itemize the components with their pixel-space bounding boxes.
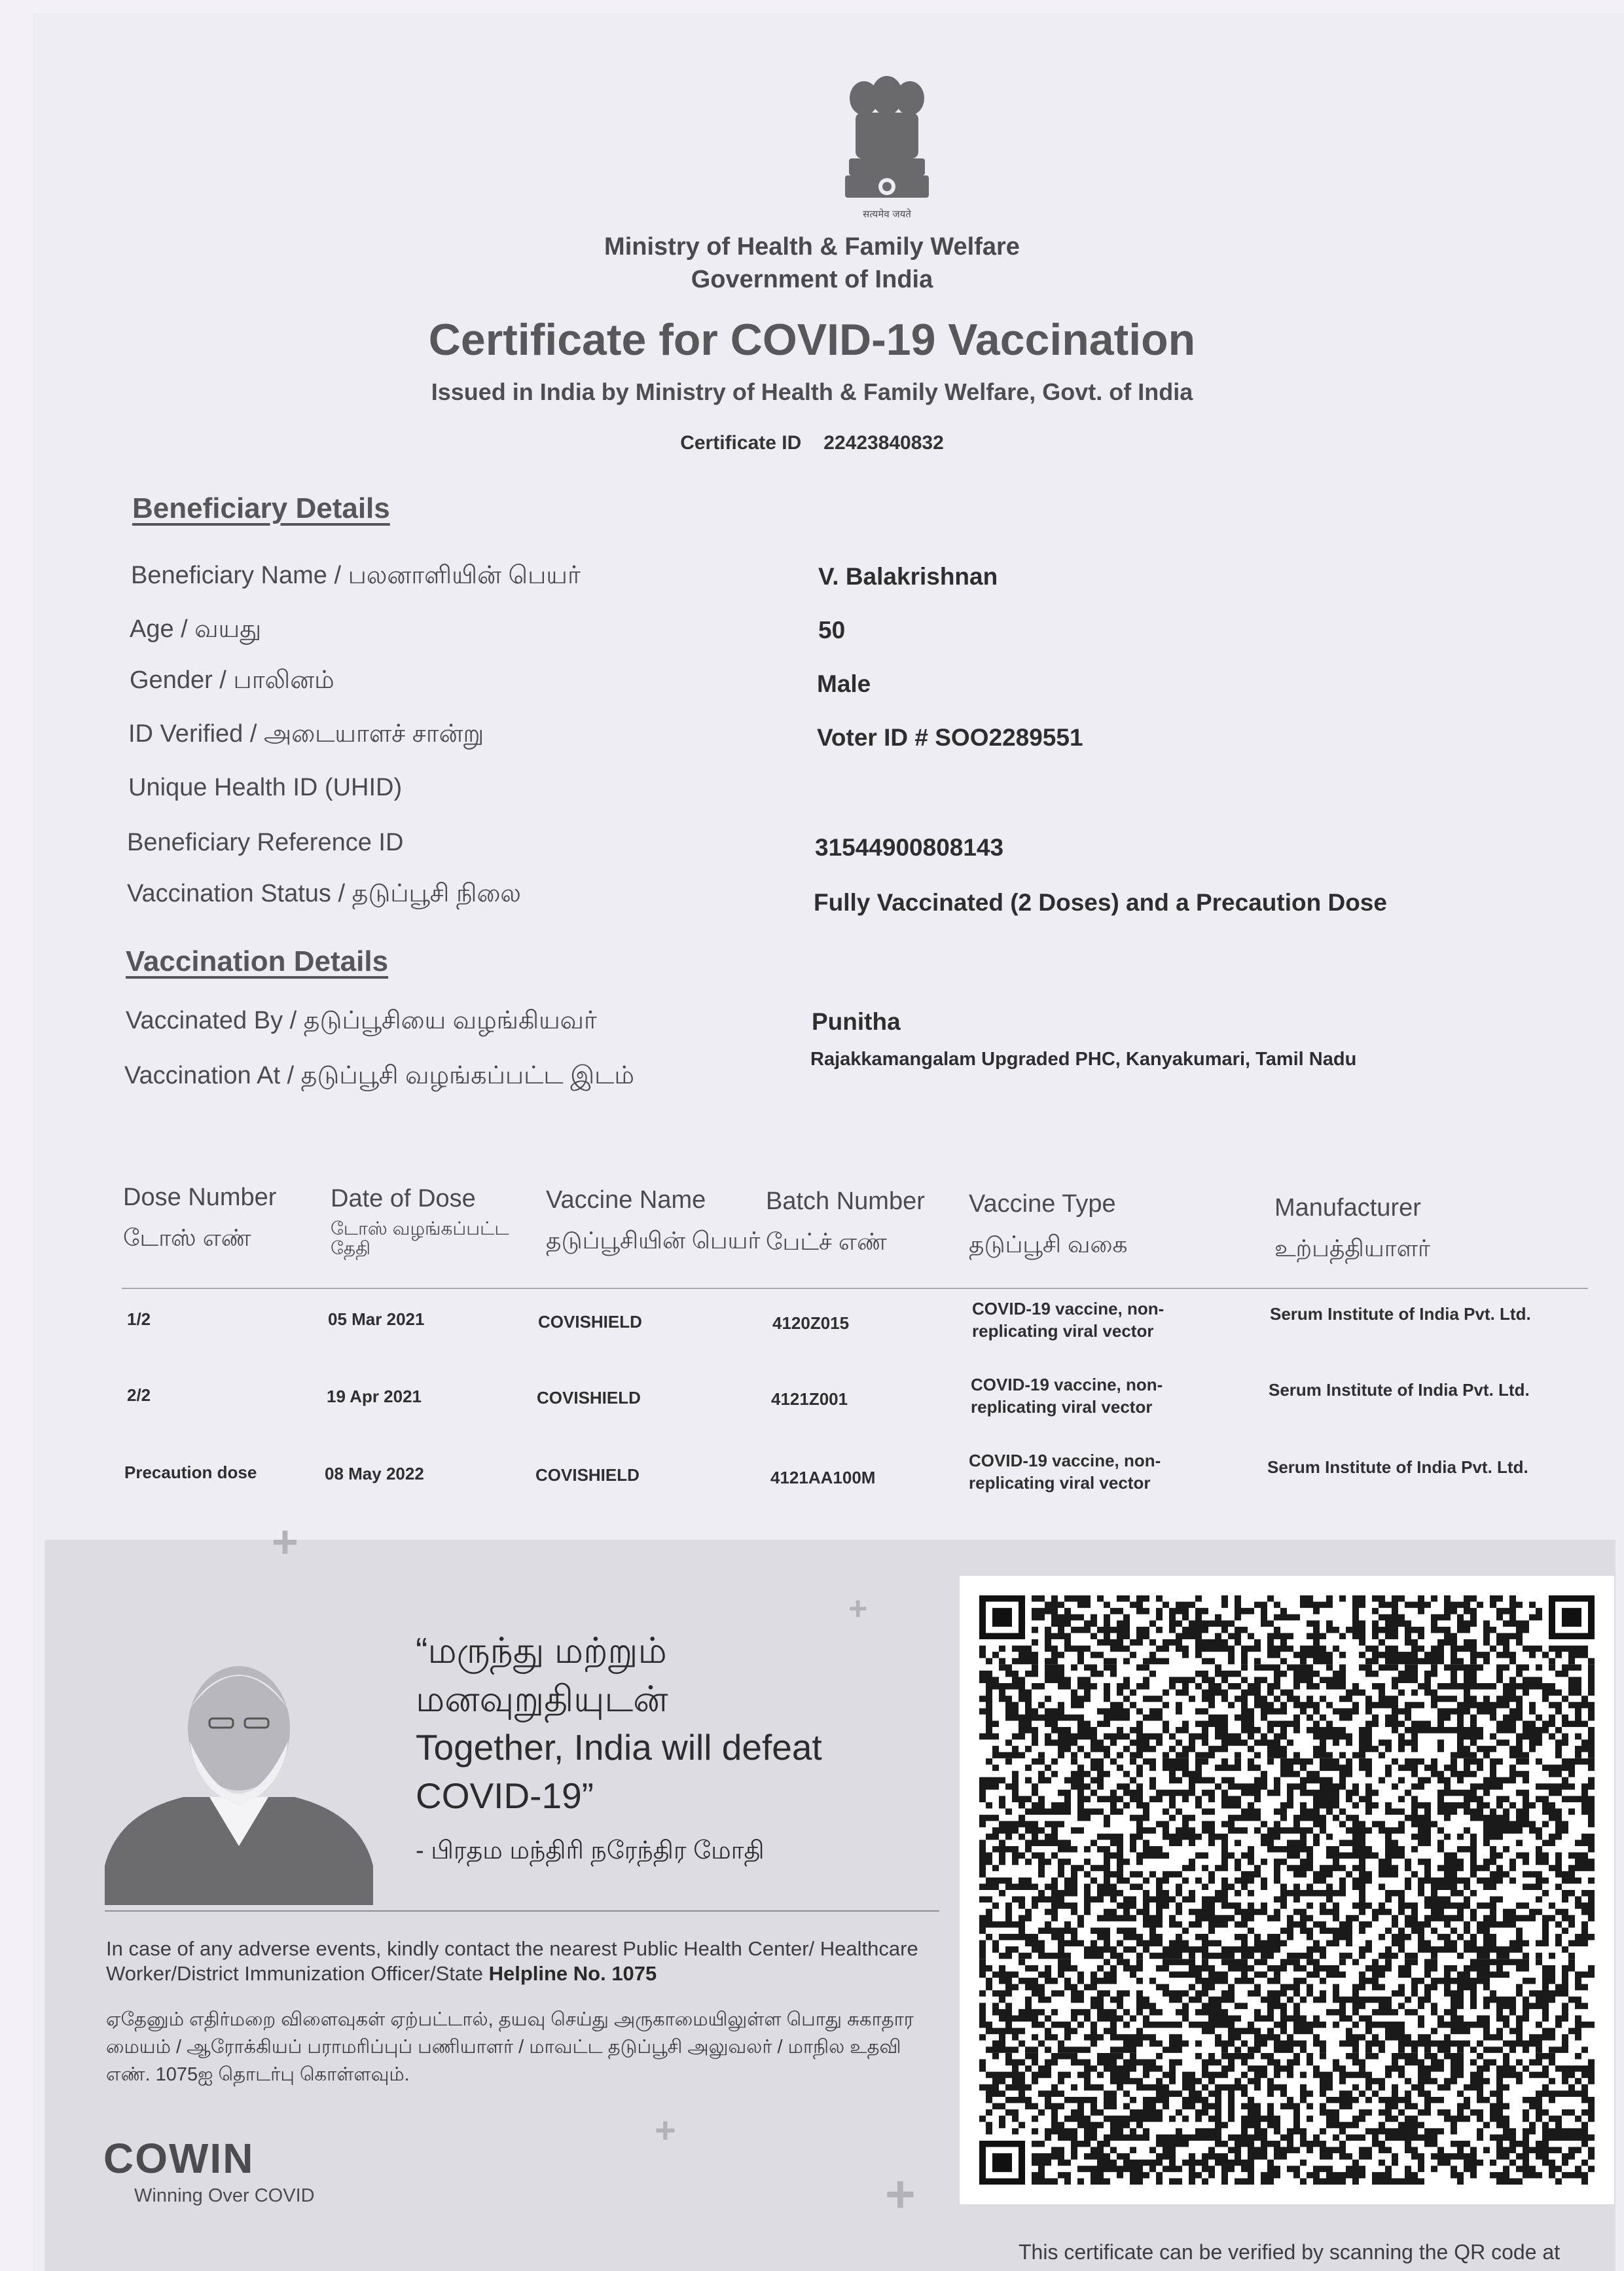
header-manufacturer-en: Manufacturer — [1274, 1194, 1421, 1222]
dose-date-cell: 05 Mar 2021 — [328, 1309, 425, 1329]
beneficiary-name-value: V. Balakrishnan — [818, 563, 998, 590]
header-vaccine-name-en: Vaccine Name — [546, 1186, 706, 1214]
plus-decoration-icon: + — [272, 1516, 298, 1567]
batch-number-cell: 4121Z001 — [771, 1389, 848, 1409]
header-vaccine-name — [546, 1185, 768, 1256]
header-batch-number — [766, 1186, 962, 1257]
uhid-label: Unique Health ID (UHID) — [128, 774, 403, 801]
reference-id-value: 31544900808143 — [815, 834, 1004, 861]
ministry-name: Ministry of Health & Family Welfare — [604, 233, 1020, 261]
vaccine-type-cell: COVID-19 vaccine, non-replicating viral vector — [971, 1375, 1163, 1417]
header-batch-number-ta: பேட்ச் எண் — [766, 1228, 887, 1255]
dose-number-cell: 2/2 — [127, 1385, 151, 1405]
certificate-id-value: 22423840832 — [823, 432, 944, 454]
header-vaccine-type — [969, 1189, 1244, 1260]
adverse-events-notice — [106, 1936, 944, 1986]
adverse-events-notice-tamil: ஏதேனும் எதிர்மறை விளைவுகள் ஏற்பட்டால், தயவு செய்து அருகாமையிலுள்ள பொது சுகாதார மையம் / ஆரோக்கியப் பராமரிப்புப் பணியாளர் / மாவட்ட தடுப்பூசி அலுவலர் / மாநில உதவி எண். 1075ஐ தொடர்பு கொள்ளவும். — [106, 2009, 914, 2085]
adverse-events-text: In case of any adverse events, kindly contact the nearest Public Health Center/ Healthcare Worker/District Immunization Officer/State — [106, 1937, 918, 1985]
quote-line: மனவுறுதியுடன் — [416, 1679, 668, 1719]
manufacturer-cell: Serum Institute of India Pvt. Ltd. — [1270, 1304, 1531, 1324]
beneficiary-section-title: Beneficiary Details — [132, 492, 390, 524]
plus-decoration-icon: + — [848, 1590, 868, 1627]
vaccine-name-cell: COVISHIELD — [535, 1465, 640, 1485]
vaccine-type-cell: COVID-19 vaccine, non-replicating viral vector — [969, 1451, 1161, 1493]
header-dose-number — [123, 1182, 319, 1253]
vaccinated-by-label: Vaccinated By / தடுப்பூசியை வழங்கியவர் — [126, 1007, 597, 1034]
header-vaccine-type-ta: தடுப்பூசி வகை — [969, 1231, 1128, 1258]
reference-id-label: Beneficiary Reference ID — [127, 829, 404, 856]
dose-date-cell: 19 Apr 2021 — [327, 1387, 422, 1406]
helpline-number: Helpline No. 1075 — [488, 1962, 657, 1985]
header-date-of-dose-ta: டோஸ் வழங்கப்பட்ட தேதி — [331, 1218, 509, 1258]
vaccination-status-label: Vaccination Status / தடுப்பூசி நிலை — [127, 880, 521, 907]
header-date-of-dose-en: Date of Dose — [331, 1185, 476, 1212]
vaccination-section-title: Vaccination Details — [126, 945, 389, 977]
issued-by: Issued in India by Ministry of Health & Family Welfare, Govt. of India — [431, 378, 1193, 405]
manufacturer-cell: Serum Institute of India Pvt. Ltd. — [1267, 1457, 1528, 1477]
qr-code-frame — [960, 1576, 1614, 2204]
id-verified-value: Voter ID # SOO2289551 — [817, 724, 1083, 751]
batch-number-cell: 4121AA100M — [770, 1468, 876, 1487]
ministry-heading — [0, 230, 1624, 296]
age-label: Age / வயது — [130, 615, 262, 643]
dose-number-cell: 1/2 — [127, 1309, 151, 1329]
vaccination-status-value: Fully Vaccinated (2 Doses) and a Precaution Dose — [814, 889, 1387, 916]
qr-code[interactable] — [979, 1595, 1595, 2185]
manufacturer-cell: Serum Institute of India Pvt. Ltd. — [1269, 1380, 1530, 1400]
age-value: 50 — [818, 617, 846, 644]
vaccine-name-cell: COVISHIELD — [538, 1312, 642, 1332]
vaccination-at-label: Vaccination At / தடுப்பூசி வழங்கப்பட்ட இடம் — [124, 1062, 634, 1089]
vaccination-at-value: Rajakkamangalam Upgraded PHC, Kanyakumari, Tamil Nadu — [810, 1049, 1357, 1070]
header-dose-number-en: Dose Number — [123, 1184, 277, 1211]
certificate-title: Certificate for COVID-19 Vaccination — [428, 315, 1196, 365]
emblem-motto: सत्यमेव जयते — [863, 208, 911, 220]
header-date-of-dose — [331, 1184, 540, 1258]
gender-value: Male — [817, 670, 871, 697]
dose-number-cell: Precaution dose — [124, 1463, 257, 1482]
quote-line: COVID-19” — [416, 1775, 594, 1816]
vaccine-type-cell: COVID-19 vaccine, non-replicating viral vector — [972, 1299, 1164, 1341]
beneficiary-name-label: Beneficiary Name / பலனாளியின் பெயர் — [131, 562, 581, 589]
header-dose-number-ta: டோஸ் எண் — [123, 1224, 251, 1251]
id-verified-label: ID Verified / அடையாளச் சான்று — [128, 720, 484, 748]
header-vaccine-type-en: Vaccine Type — [969, 1190, 1116, 1218]
certificate-id-line — [0, 432, 1624, 454]
header-vaccine-name-ta: தடுப்பூசியின் பெயர் — [546, 1227, 761, 1254]
government-name: Government of India — [691, 266, 933, 293]
dose-date-cell: 08 May 2022 — [325, 1464, 424, 1483]
certificate-id-label: Certificate ID — [680, 432, 802, 454]
quote-line: “மருந்து மற்றும் — [416, 1630, 667, 1671]
batch-number-cell: 4120Z015 — [772, 1313, 850, 1333]
plus-decoration-icon: + — [655, 2109, 676, 2151]
quote-line: Together, India will defeat — [416, 1727, 822, 1768]
vaccine-name-cell: COVISHIELD — [537, 1388, 641, 1408]
verification-note: This certificate can be verified by scanning the QR code at — [1019, 2240, 1561, 2264]
cowin-tagline: Winning Over COVID — [134, 2185, 315, 2206]
national-emblem-icon — [841, 72, 933, 223]
quote-text — [416, 1626, 939, 1820]
banner-divider — [105, 1910, 939, 1912]
header-manufacturer — [1274, 1193, 1549, 1263]
gender-label: Gender / பாலினம் — [130, 666, 334, 694]
plus-decoration-icon: + — [885, 2165, 916, 2223]
quote-attribution: - பிரதம மந்திரி நரேந்திர மோதி — [416, 1837, 765, 1864]
header-batch-number-en: Batch Number — [766, 1188, 925, 1215]
table-header-divider — [122, 1288, 1588, 1289]
header-manufacturer-ta: உற்பத்தியாளர் — [1274, 1235, 1430, 1262]
vaccinated-by-value: Punitha — [812, 1008, 901, 1035]
prime-minister-portrait — [105, 1650, 373, 1905]
cowin-logo: COWIN — [103, 2135, 255, 2182]
